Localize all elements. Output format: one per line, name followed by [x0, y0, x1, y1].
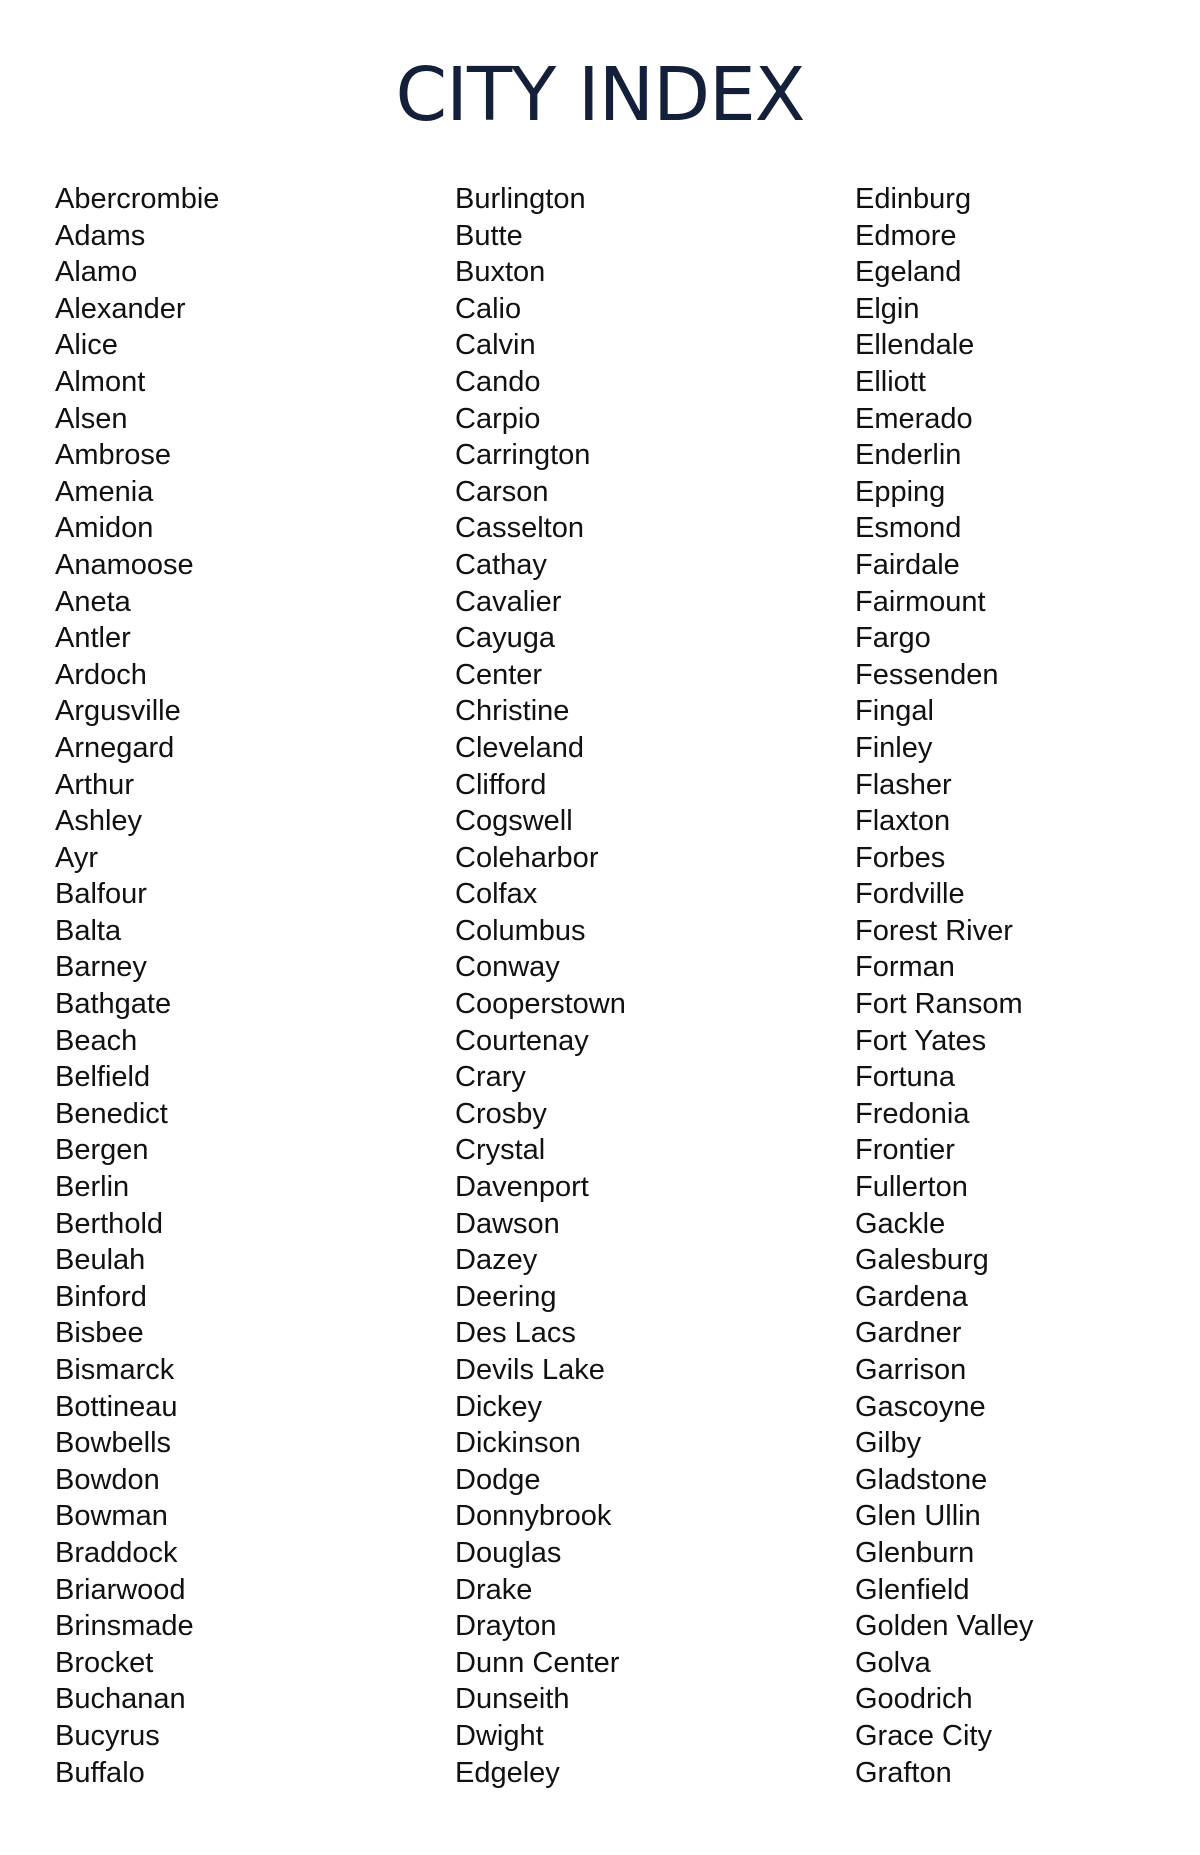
- city-name: Cavalier: [455, 585, 562, 618]
- city-column-1: [55, 181, 219, 1791]
- city-name: Drake: [455, 1573, 533, 1606]
- city-name: Glen Ullin: [855, 1500, 981, 1533]
- city-name: Burlington: [455, 183, 586, 215]
- city-name: Gladstone: [855, 1463, 988, 1496]
- city-name: Egeland: [855, 256, 962, 289]
- city-name: Devils Lake: [455, 1354, 605, 1386]
- city-name: Fairmount: [855, 585, 986, 618]
- city-name: Clifford: [455, 768, 547, 801]
- city-name: Colfax: [455, 878, 538, 911]
- city-name: Fairdale: [855, 548, 960, 581]
- city-name: Frontier: [855, 1134, 955, 1167]
- city-name: Dawson: [455, 1207, 560, 1240]
- city-name: Crystal: [455, 1134, 546, 1167]
- city-name: Esmond: [855, 512, 962, 545]
- city-name: Dodge: [455, 1463, 541, 1496]
- city-name: Buchanan: [55, 1683, 186, 1716]
- city-name: Cogswell: [455, 805, 573, 838]
- city-name: Cathay: [455, 548, 547, 581]
- city-name: Edinburg: [855, 183, 972, 215]
- city-name: Argusville: [55, 695, 181, 728]
- city-name: Courtenay: [455, 1024, 589, 1057]
- city-name: Gackle: [855, 1207, 946, 1240]
- city-name: Brocket: [55, 1646, 154, 1679]
- city-name: Belfield: [55, 1061, 151, 1094]
- city-name: Fredonia: [855, 1097, 970, 1130]
- city-name: Casselton: [455, 512, 584, 545]
- city-name: Dickey: [455, 1390, 543, 1423]
- city-name: Alice: [55, 329, 118, 362]
- city-name: Ayr: [55, 841, 98, 874]
- city-name: Bucyrus: [55, 1719, 160, 1752]
- city-name: Golva: [855, 1646, 931, 1679]
- city-name: Carpio: [455, 402, 541, 435]
- city-name: Berthold: [55, 1207, 164, 1240]
- city-name: Dickinson: [455, 1427, 581, 1460]
- city-name: Dazey: [455, 1244, 538, 1277]
- city-name: Abercrombie: [55, 183, 220, 215]
- city-name: Gardner: [855, 1317, 962, 1350]
- city-name: Donnybrook: [455, 1500, 612, 1533]
- city-name: Arnegard: [55, 731, 175, 764]
- city-name: Beach: [55, 1024, 138, 1057]
- city-name: Davenport: [455, 1171, 589, 1204]
- city-name: Balfour: [55, 878, 147, 911]
- city-name: Des Lacs: [455, 1317, 576, 1350]
- city-name: Almont: [55, 365, 146, 398]
- city-name: Forbes: [855, 841, 946, 874]
- city-name: Carson: [455, 475, 549, 508]
- city-name: Emerado: [855, 402, 973, 435]
- city-name: Brinsmade: [55, 1610, 194, 1643]
- city-name: Bottineau: [55, 1390, 178, 1423]
- city-name: Carrington: [455, 439, 591, 472]
- city-name: Ellendale: [855, 329, 975, 362]
- city-name: Elgin: [855, 292, 920, 325]
- city-name: Ambrose: [55, 439, 172, 472]
- city-name: Beulah: [55, 1244, 146, 1277]
- city-column-2: [455, 181, 626, 1791]
- city-name: Adams: [55, 219, 146, 252]
- city-name: Cooperstown: [455, 988, 626, 1021]
- city-name: Amidon: [55, 512, 154, 545]
- city-name: Conway: [455, 951, 560, 984]
- city-name: Briarwood: [55, 1573, 186, 1606]
- city-name: Enderlin: [855, 439, 962, 472]
- city-name: Christine: [455, 695, 570, 728]
- city-name: Goodrich: [855, 1683, 973, 1716]
- city-name: Bismarck: [55, 1354, 175, 1386]
- city-name: Fort Ransom: [855, 988, 1023, 1021]
- city-name: Center: [455, 658, 543, 691]
- city-name: Glenburn: [855, 1536, 975, 1569]
- city-name: Calvin: [455, 329, 536, 362]
- city-column-3: [855, 181, 1033, 1791]
- city-name: Butte: [455, 219, 523, 252]
- city-name: Finley: [855, 731, 933, 764]
- city-name: Gilby: [855, 1427, 922, 1460]
- city-name: Bisbee: [55, 1317, 144, 1350]
- city-name: Alamo: [55, 256, 138, 289]
- city-name: Drayton: [455, 1610, 557, 1643]
- city-name: Flasher: [855, 768, 952, 801]
- city-name: Dunseith: [455, 1683, 570, 1716]
- city-name: Buffalo: [55, 1756, 145, 1789]
- city-name: Elliott: [855, 365, 926, 398]
- city-name: Fingal: [855, 695, 934, 728]
- city-name: Anamoose: [55, 548, 194, 581]
- city-name: Amenia: [55, 475, 154, 508]
- city-name: Bowman: [55, 1500, 168, 1533]
- city-name: Dwight: [455, 1719, 544, 1752]
- city-name: Fullerton: [855, 1171, 968, 1204]
- city-name: Douglas: [455, 1536, 562, 1569]
- city-name: Gascoyne: [855, 1390, 986, 1423]
- city-name: Buxton: [455, 256, 546, 289]
- city-name: Antler: [55, 622, 131, 655]
- city-name: Grace City: [855, 1719, 992, 1752]
- page-title: CITY INDEX: [395, 52, 805, 138]
- city-name: Edmore: [855, 219, 957, 252]
- city-name: Fessenden: [855, 658, 999, 691]
- city-name: Garrison: [855, 1354, 967, 1386]
- city-name: Gardena: [855, 1280, 968, 1313]
- city-name: Fordville: [855, 878, 965, 911]
- city-name: Coleharbor: [455, 841, 599, 874]
- city-name: Deering: [455, 1280, 557, 1313]
- city-name: Balta: [55, 914, 122, 947]
- city-name: Bowdon: [55, 1463, 160, 1496]
- city-name: Binford: [55, 1280, 147, 1313]
- city-name: Braddock: [55, 1536, 178, 1569]
- city-name: Galesburg: [855, 1244, 989, 1277]
- city-name: Ardoch: [55, 658, 147, 691]
- city-name: Cayuga: [455, 622, 555, 655]
- city-name: Forman: [855, 951, 955, 984]
- city-name: Forest River: [855, 914, 1013, 947]
- city-name: Columbus: [455, 914, 586, 947]
- city-name: Fargo: [855, 622, 931, 655]
- city-name: Glenfield: [855, 1573, 970, 1606]
- city-name: Crary: [455, 1061, 526, 1094]
- city-name: Alsen: [55, 402, 128, 435]
- city-name: Fortuna: [855, 1061, 955, 1094]
- city-name: Grafton: [855, 1756, 952, 1789]
- city-name: Aneta: [55, 585, 131, 618]
- city-name: Barney: [55, 951, 147, 984]
- city-name: Calio: [455, 292, 522, 325]
- city-name: Cleveland: [455, 731, 584, 764]
- city-name: Epping: [855, 475, 946, 508]
- city-name: Cando: [455, 365, 541, 398]
- city-name: Bergen: [55, 1134, 149, 1167]
- city-name: Edgeley: [455, 1756, 560, 1789]
- city-name: Golden Valley: [855, 1610, 1034, 1643]
- city-name: Arthur: [55, 768, 134, 801]
- city-name: Crosby: [455, 1097, 547, 1130]
- city-name: Ashley: [55, 805, 143, 838]
- city-name: Bathgate: [55, 988, 172, 1021]
- city-name: Flaxton: [855, 805, 951, 838]
- city-name: Dunn Center: [455, 1646, 620, 1679]
- city-name: Berlin: [55, 1171, 130, 1204]
- city-name: Benedict: [55, 1097, 168, 1130]
- city-name: Alexander: [55, 292, 186, 325]
- city-name: Fort Yates: [855, 1024, 987, 1057]
- city-name: Bowbells: [55, 1427, 172, 1460]
